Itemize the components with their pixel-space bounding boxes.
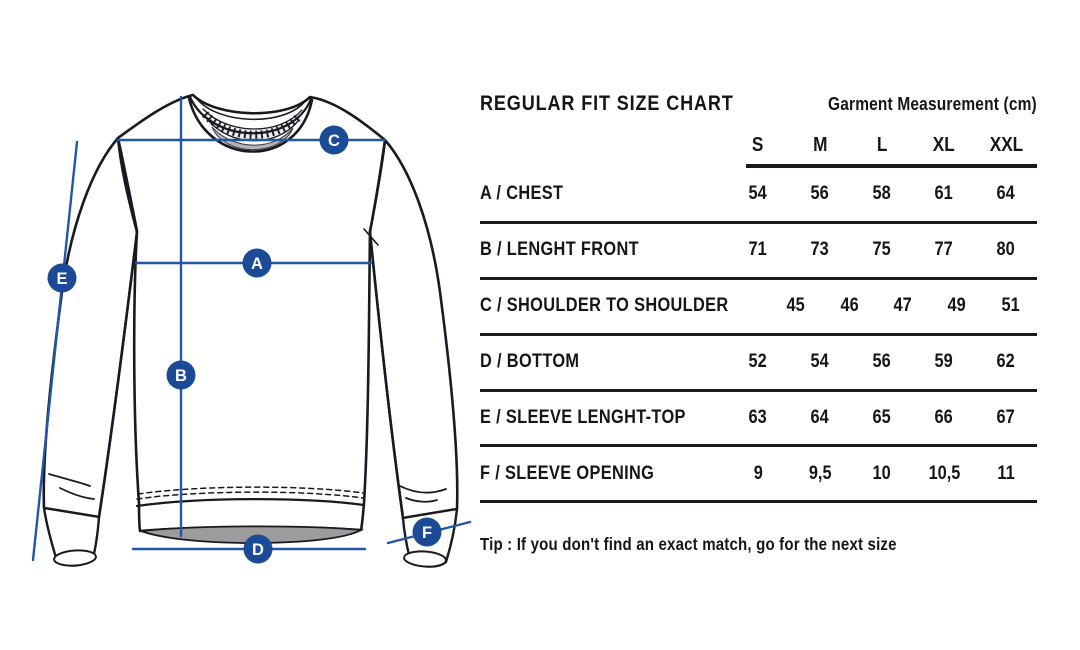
cell-value: 10 xyxy=(872,462,892,484)
cell-value: 64 xyxy=(996,183,1016,205)
cell-value: 63 xyxy=(748,407,768,428)
table-row-chest xyxy=(480,168,1037,224)
cell-value: 58 xyxy=(872,183,892,205)
right-sleeve xyxy=(370,140,457,518)
cell-value: 61 xyxy=(934,183,954,205)
marker-c xyxy=(320,126,349,155)
table-row-lenght-front xyxy=(480,224,1037,280)
page-title: REGULAR FIT SIZE CHART xyxy=(480,92,734,115)
cell-value: 67 xyxy=(996,407,1016,428)
svg-text:F: F xyxy=(421,524,433,542)
cell-value: 47 xyxy=(893,295,913,317)
cell-value: 10,5 xyxy=(928,462,960,484)
size-column-header: S xyxy=(752,134,764,156)
marker-f xyxy=(413,518,442,547)
row-label: A / CHEST xyxy=(480,183,564,205)
cell-value: 56 xyxy=(810,183,830,205)
size-table-rows xyxy=(480,168,1037,503)
table-row-sleeve-lenght xyxy=(480,392,1037,448)
svg-text:D: D xyxy=(252,541,264,559)
size-column-header: XXL xyxy=(989,134,1023,156)
cell-value: 71 xyxy=(748,239,768,261)
cell-value: 56 xyxy=(872,351,892,373)
table-row-bottom xyxy=(480,336,1037,392)
size-column-header: L xyxy=(876,134,888,156)
cell-value: 66 xyxy=(934,407,954,428)
cell-value: 77 xyxy=(934,239,954,261)
measurement-unit-label: Garment Measurement (cm) xyxy=(828,94,1037,114)
size-columns-header xyxy=(727,132,1037,158)
cell-value: 49 xyxy=(947,295,966,317)
cell-value: 11 xyxy=(997,462,1015,484)
size-column-header: XL xyxy=(933,134,955,156)
cell-value: 51 xyxy=(1001,295,1020,317)
marker-d xyxy=(244,535,273,564)
garment-body xyxy=(118,95,385,531)
cell-value: 54 xyxy=(748,183,768,205)
row-label: C / SHOULDER TO SHOULDER xyxy=(480,295,729,317)
svg-text:E: E xyxy=(56,270,68,288)
cell-value: 64 xyxy=(810,407,830,428)
cell-value: 9,5 xyxy=(808,462,832,484)
marker-e xyxy=(48,264,77,293)
svg-text:C: C xyxy=(328,132,340,150)
cell-value: 75 xyxy=(872,239,892,261)
table-row-shoulder xyxy=(480,280,1037,336)
row-label: B / LENGHT FRONT xyxy=(480,239,639,261)
cell-value: 9 xyxy=(753,462,763,484)
tip-text: Tip : If you don't find an exact match, go for the next size xyxy=(480,534,897,554)
cell-value: 45 xyxy=(786,295,805,317)
cell-value: 65 xyxy=(872,407,892,428)
marker-a xyxy=(243,249,272,278)
cell-value: 62 xyxy=(996,351,1016,373)
sweatshirt-diagram xyxy=(0,0,480,650)
svg-text:A: A xyxy=(251,255,263,273)
table-header xyxy=(480,92,1037,116)
table-row-sleeve-opening xyxy=(480,447,1037,503)
size-table-panel xyxy=(480,0,1037,650)
cell-value: 52 xyxy=(748,351,768,373)
cell-value: 73 xyxy=(810,239,830,261)
marker-b xyxy=(167,361,196,390)
row-label: D / BOTTOM xyxy=(480,351,580,373)
row-label: E / SLEEVE LENGHT-TOP xyxy=(480,407,686,428)
cell-value: 59 xyxy=(934,351,954,373)
size-column-header: M xyxy=(812,134,828,156)
row-label: F / SLEEVE OPENING xyxy=(480,462,655,484)
cell-value: 80 xyxy=(996,239,1016,261)
cell-value: 54 xyxy=(810,351,830,373)
svg-text:B: B xyxy=(175,367,187,385)
cell-value: 46 xyxy=(840,295,859,317)
